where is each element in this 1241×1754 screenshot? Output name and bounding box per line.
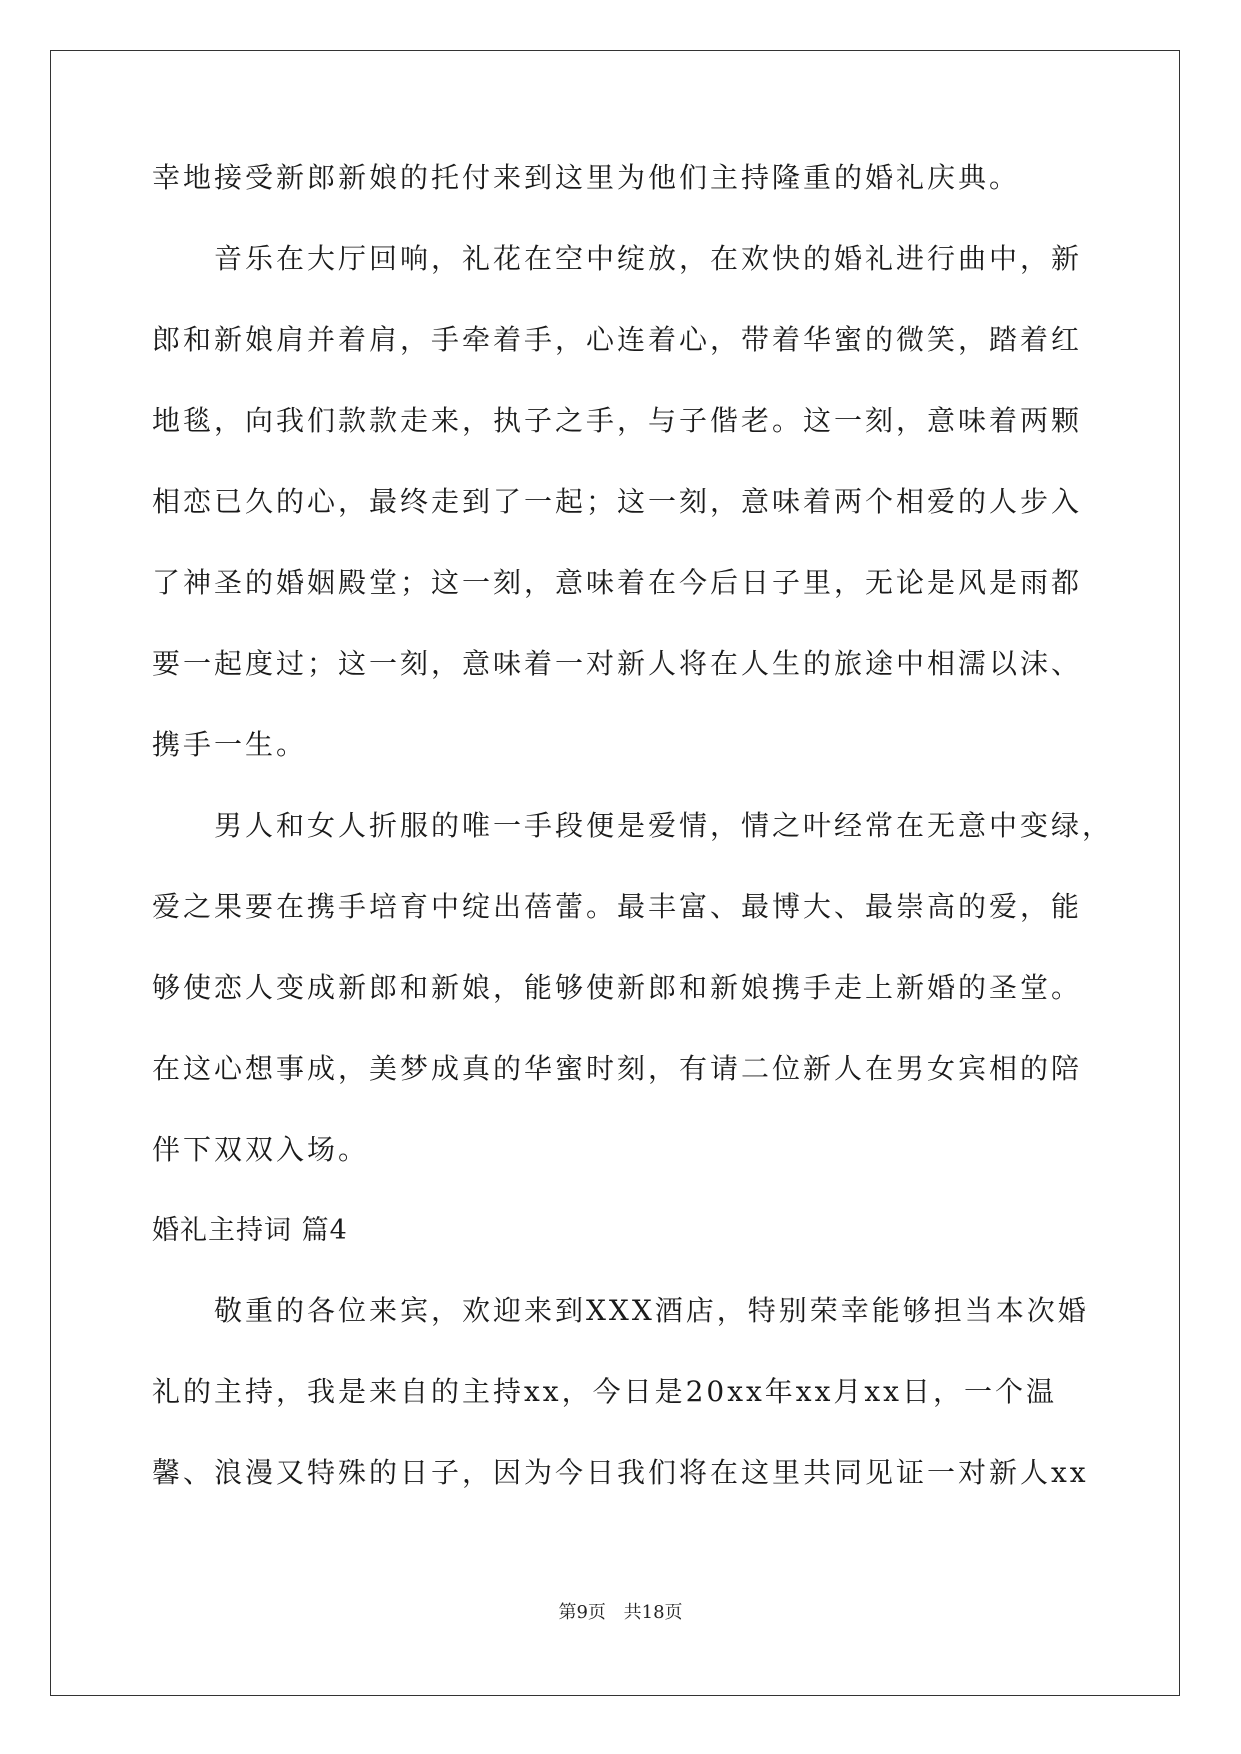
paragraph-start-line: 男人和女人折服的唯一手段便是爱情，情之叶经常在无意中变绿， (214, 809, 1114, 842)
text-line: 郎和新娘肩并着肩，手牵着手，心连着心，带着华蜜的微笑，踏着红 (152, 323, 1083, 356)
text-line: 伴下双双入场。 (152, 1133, 370, 1166)
text-line: 地毯，向我们款款走来，执子之手，与子偕老。这一刻，意味着两颗 (152, 404, 1083, 437)
page-number: 第9页 (558, 1602, 606, 1623)
section-heading: 婚礼主持词 篇4 (152, 1215, 348, 1246)
text-line: 了神圣的婚姻殿堂；这一刻，意味着在今后日子里，无论是风是雨都 (152, 566, 1083, 599)
document-body (152, 158, 1114, 1534)
text-line: 爱之果要在携手培育中绽出蓓蕾。最丰富、最博大、最崇高的爱，能 (152, 890, 1083, 923)
page-total: 共18页 (623, 1602, 683, 1623)
text-line: 相恋已久的心，最终走到了一起；这一刻，意味着两个相爱的人步入 (152, 485, 1083, 518)
paragraph-start-line: 音乐在大厅回响，礼花在空中绽放，在欢快的婚礼进行曲中，新 (214, 242, 1083, 275)
text-line: 礼的主持，我是来自的主持xx，今日是20xx年xx月xx日，一个温 (152, 1375, 1057, 1408)
text-line: 馨、浪漫又特殊的日子，因为今日我们将在这里共同见证一对新人xx (152, 1456, 1089, 1489)
text-line: 幸地接受新郎新娘的托付来到这里为他们主持隆重的婚礼庆典。 (152, 161, 1021, 194)
text-line: 携手一生。 (152, 728, 308, 761)
text-line: 够使恋人变成新郎和新娘，能够使新郎和新娘携手走上新婚的圣堂。 (152, 971, 1083, 1004)
page-footer (0, 1601, 1241, 1625)
text-line: 在这心想事成，美梦成真的华蜜时刻，有请二位新人在男女宾相的陪 (152, 1052, 1083, 1085)
text-line: 要一起度过；这一刻，意味着一对新人将在人生的旅途中相濡以沫、 (152, 647, 1083, 680)
paragraph-start-line: 敬重的各位来宾，欢迎来到XXX酒店，特别荣幸能够担当本次婚 (214, 1294, 1089, 1327)
